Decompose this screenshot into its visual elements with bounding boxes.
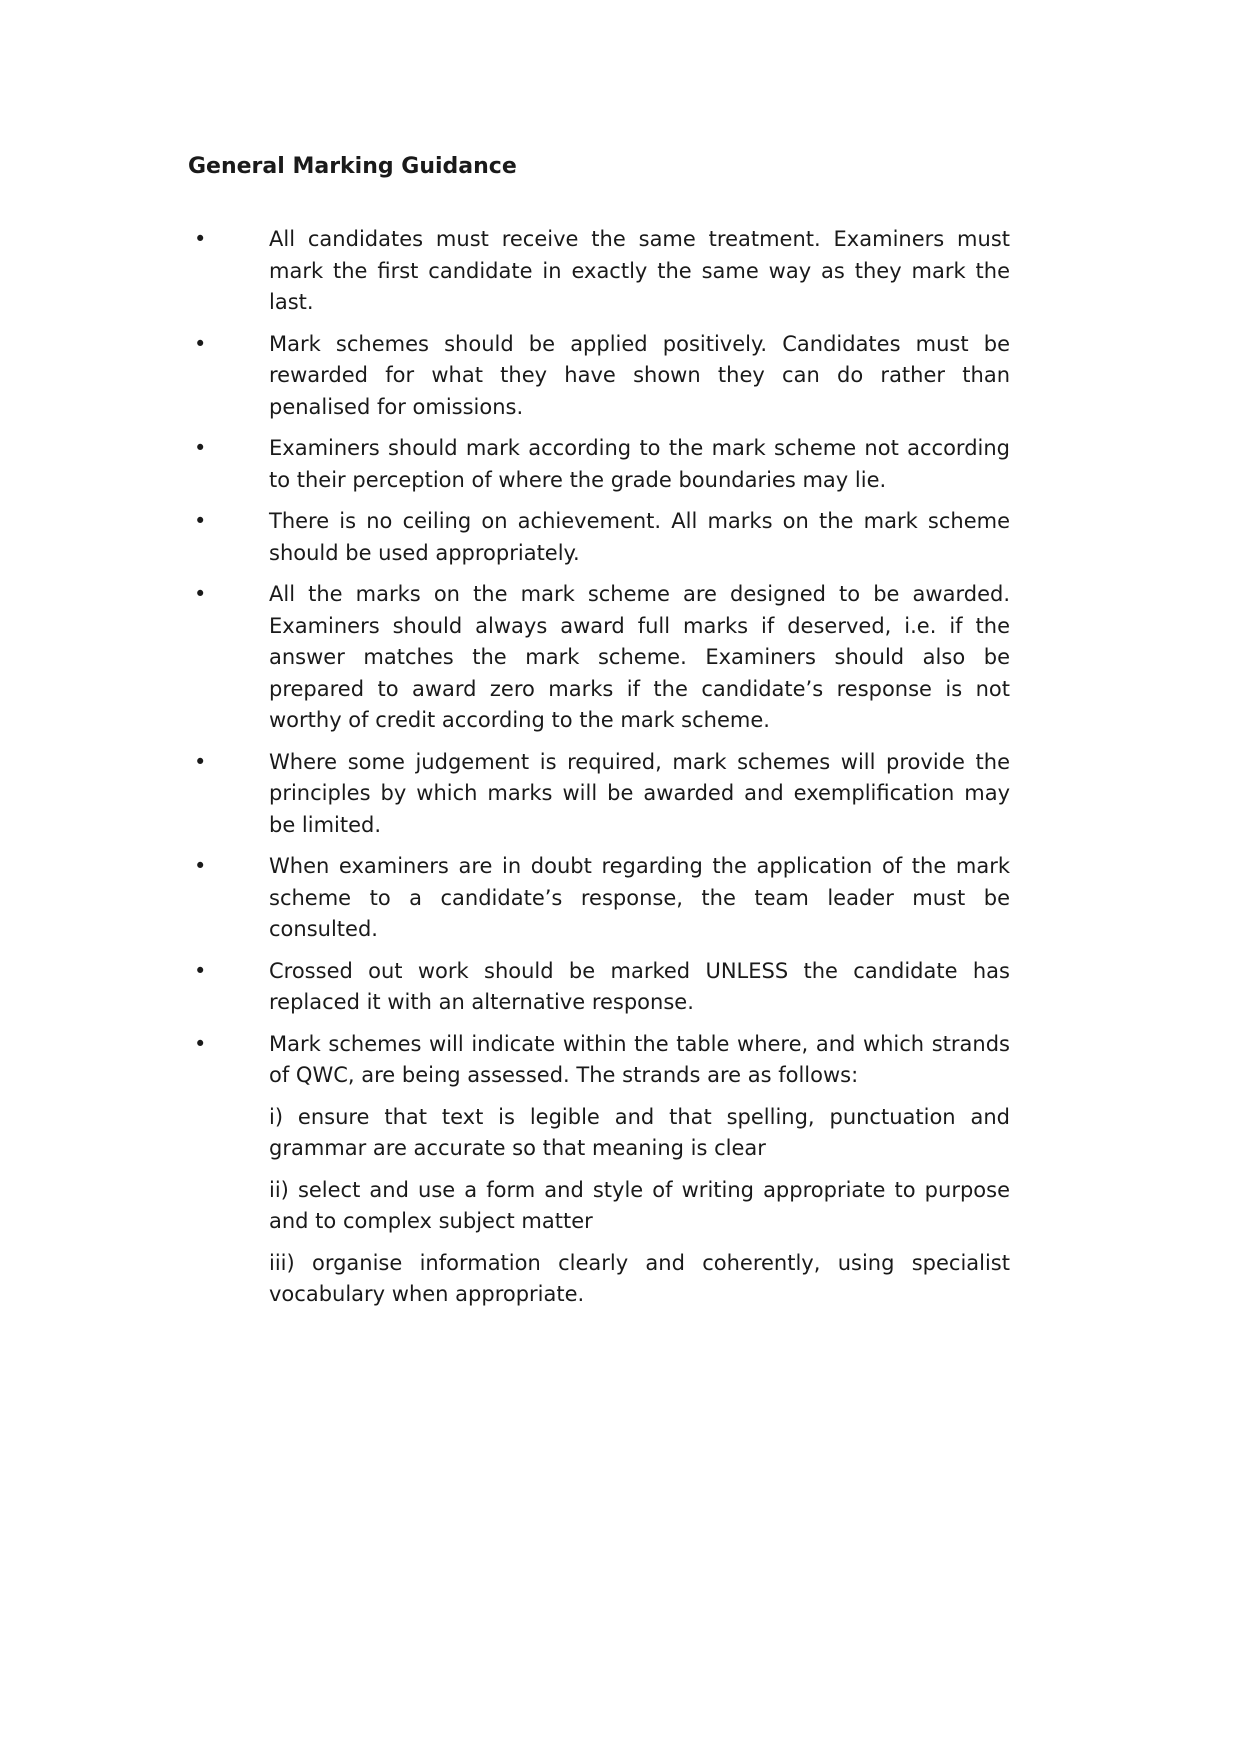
list-item <box>188 506 1010 569</box>
bullet-icon: • <box>194 749 207 774</box>
list-item-text: Mark schemes should be applied positively. Candidates must be rewarded for what they have shown they can do rather than penalised for omissions. <box>269 331 1010 419</box>
list-item-text: All candidates must receive the same treatment. Examiners must mark the first candidate in exactly the same way as they mark the last. <box>269 227 1010 314</box>
list-item-text: Examiners should mark according to the mark scheme not according to their perception of where the grade boundaries may lie. <box>269 436 1010 492</box>
list-item-text: When examiners are in doubt regarding the application of the mark scheme to a candidate’s response, the team leader must be consulted. <box>269 854 1010 941</box>
bullet-icon: • <box>194 958 207 983</box>
list-item-text: All the marks on the mark scheme are designed to be awarded. Examiners should always award full marks if deserved, i.e. if the answer matches the mark scheme. Examiners should also be prepared to award zero marks if the candidate’s response is not worthy of credit according to the mark scheme. <box>269 582 1010 732</box>
bullet-icon: • <box>194 854 207 878</box>
list-item-text: Where some judgement is required, mark schemes will provide the principles by which marks will be awarded and exemplification may be limited. <box>269 749 1010 837</box>
page-title: General Marking Guidance <box>188 154 517 179</box>
list-item <box>188 579 1010 737</box>
bullet-icon: • <box>194 509 207 533</box>
qwc-strand: i) ensure that text is legible and that spelling, punctuation and grammar are accurate so that meaning is clear <box>269 1104 1010 1160</box>
list-item <box>188 956 1010 1019</box>
list-item <box>188 747 1010 842</box>
list-item <box>188 224 1010 319</box>
bullet-icon: • <box>194 1031 207 1056</box>
list-item-text: Mark schemes will indicate within the table where, and which strands of QWC, are being assessed. The strands are as follows: <box>269 1031 1010 1087</box>
guidance-list <box>188 224 1010 1321</box>
bullet-icon: • <box>194 331 207 356</box>
qwc-strand: ii) select and use a form and style of writing appropriate to purpose and to complex subject matter <box>269 1177 1010 1233</box>
bullet-icon: • <box>194 582 207 606</box>
qwc-strands-list <box>269 1102 1010 1311</box>
bullet-icon: • <box>194 227 207 251</box>
list-item-text: Crossed out work should be marked UNLESS the candidate has replaced it with an alternative response. <box>269 958 1010 1014</box>
list-item <box>188 851 1010 946</box>
list-item <box>188 1029 1010 1311</box>
list-item-text: There is no ceiling on achievement. All marks on the mark scheme should be used appropriately. <box>269 509 1010 565</box>
qwc-strand: iii) organise information clearly and coherently, using specialist vocabulary when appropriate. <box>269 1250 1010 1306</box>
list-item <box>188 433 1010 496</box>
list-item <box>188 329 1010 424</box>
bullet-icon: • <box>194 436 207 460</box>
